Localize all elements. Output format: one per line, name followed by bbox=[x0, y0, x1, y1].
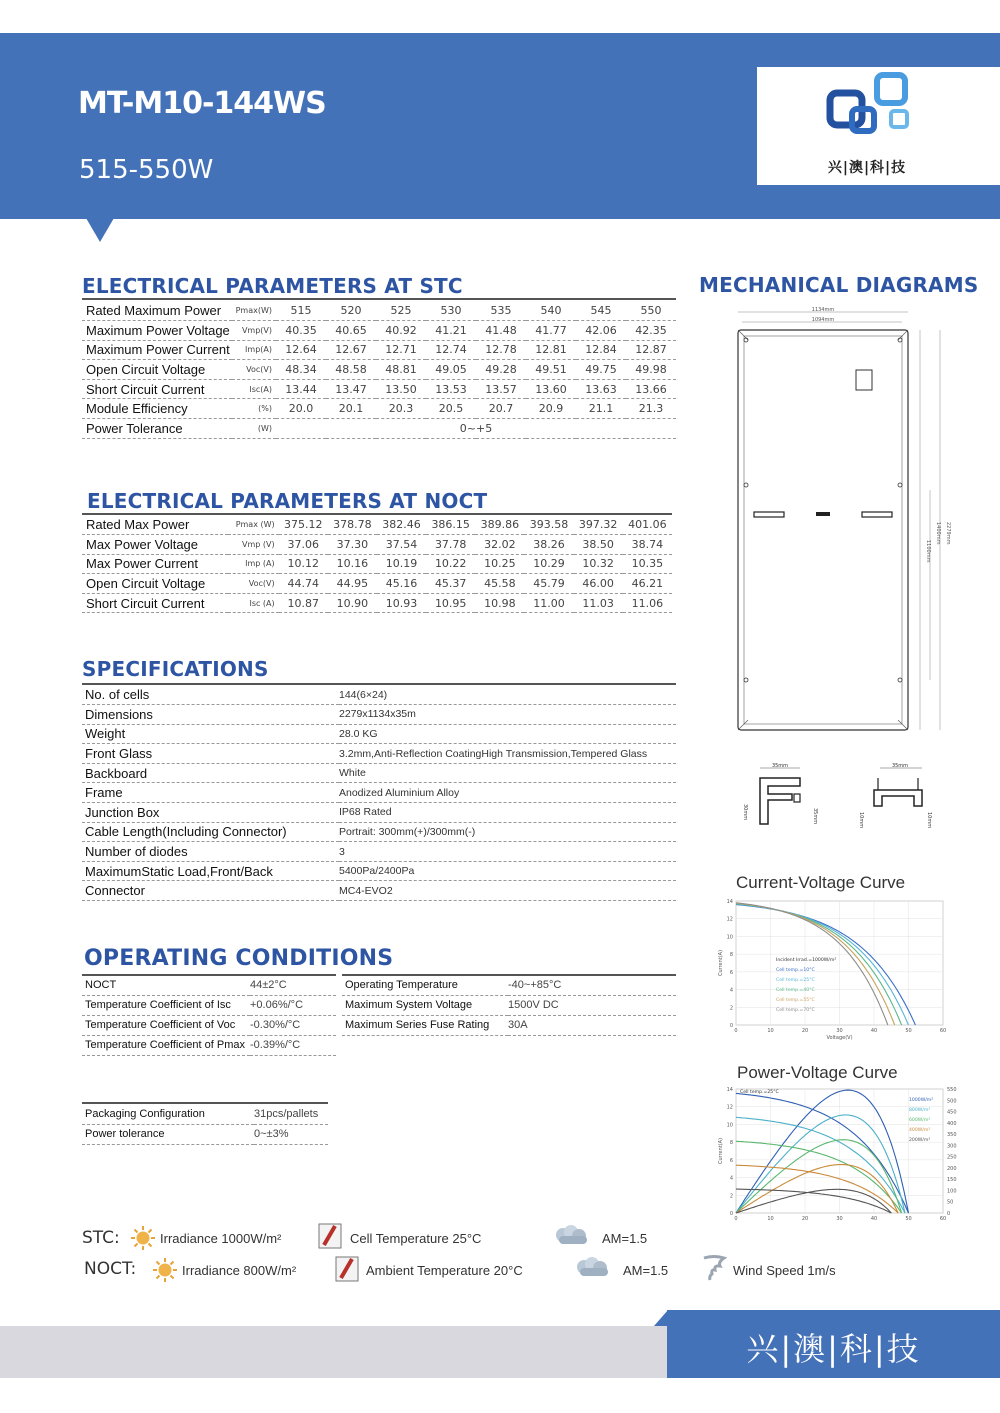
stc-tolerance-row bbox=[82, 419, 676, 439]
spec-value: 3.2mm,Anti-Reflection CoatingHigh Transmission,Tempered Glass bbox=[339, 744, 676, 764]
spec-row bbox=[82, 744, 676, 764]
stc-cell: 13.44 bbox=[276, 379, 326, 399]
y-tick-label: 12 bbox=[726, 1104, 733, 1111]
stc-row bbox=[82, 379, 676, 399]
spec-row bbox=[82, 685, 676, 705]
stc-irradiance: Irradiance 1000W/m² bbox=[160, 1231, 282, 1246]
stc-cell: 40.35 bbox=[276, 321, 326, 341]
stc-cell: 48.81 bbox=[376, 360, 426, 380]
y2-tick-label: 100 bbox=[947, 1188, 957, 1195]
y-tick-label: 12 bbox=[726, 916, 733, 923]
noct-cell: 375.12 bbox=[279, 515, 328, 535]
spec-row bbox=[82, 763, 676, 783]
stc-row-unit: Pmax(W) bbox=[232, 301, 276, 321]
stc-cell: 41.21 bbox=[426, 321, 476, 341]
x-tick-label: 60 bbox=[939, 1216, 947, 1222]
y2-tick-label: 500 bbox=[947, 1098, 957, 1105]
noct-row bbox=[82, 515, 672, 535]
noct-cell: 10.90 bbox=[328, 593, 377, 613]
legend-title: Cell temp.=25°C bbox=[740, 1090, 779, 1095]
noct-cell: 10.29 bbox=[524, 554, 573, 574]
operating-row bbox=[82, 1035, 336, 1055]
spec-key: Cable Length(Including Connector) bbox=[82, 822, 339, 842]
stc-cell: 41.77 bbox=[526, 321, 576, 341]
noct-cell: 45.58 bbox=[475, 574, 524, 594]
y-tick-label: 4 bbox=[729, 1175, 733, 1182]
spec-key: Connector bbox=[82, 881, 339, 901]
legend-item: 200W/m² bbox=[909, 1138, 931, 1143]
stc-cell: 515 bbox=[276, 301, 326, 321]
footer-accent bbox=[654, 1310, 668, 1326]
x-axis-label: Voltage(V) bbox=[826, 1035, 853, 1041]
stc-cell: 21.1 bbox=[576, 399, 626, 419]
specs-title: SPECIFICATIONS bbox=[82, 657, 269, 681]
stc-cell: 41.48 bbox=[476, 321, 526, 341]
operating-key: Maximum System Voltage bbox=[342, 995, 508, 1015]
noct-cell: 393.58 bbox=[524, 515, 573, 535]
y2-tick-label: 300 bbox=[947, 1143, 957, 1150]
noct-am: AM=1.5 bbox=[623, 1263, 669, 1278]
frame-b-width: 35mm bbox=[891, 763, 909, 769]
spec-row bbox=[82, 803, 676, 823]
thermometer-icon bbox=[318, 1223, 342, 1249]
noct-row-unit: Vmp (V) bbox=[228, 535, 278, 555]
stc-cell: 20.3 bbox=[376, 399, 426, 419]
stc-cell: 48.34 bbox=[276, 360, 326, 380]
stc-row-unit: (%) bbox=[232, 399, 276, 419]
operating-key: NOCT bbox=[82, 975, 250, 995]
operating-value: +0.06%/°C bbox=[250, 995, 336, 1015]
x-tick-label: 50 bbox=[905, 1028, 912, 1034]
noct-cell: 46.00 bbox=[574, 574, 623, 594]
spec-value: MC4-EVO2 bbox=[339, 881, 676, 901]
width-inner-label: 1094mm bbox=[811, 317, 835, 323]
stc-title: ELECTRICAL PARAMETERS AT STC bbox=[82, 274, 463, 298]
stc-cell: 21.3 bbox=[626, 399, 676, 419]
noct-row-unit: Isc (A) bbox=[228, 593, 278, 613]
stc-cell: 525 bbox=[376, 301, 426, 321]
operating-key: Maximum Series Fuse Rating bbox=[342, 1015, 508, 1035]
stc-row bbox=[82, 340, 676, 360]
legend-item: Cell temp.=55°C bbox=[776, 998, 815, 1003]
x-tick-label: 0 bbox=[734, 1028, 738, 1034]
frame-a-h1: 30mm bbox=[742, 804, 748, 821]
noct-cell: 37.54 bbox=[377, 535, 426, 555]
noct-cell: 45.37 bbox=[426, 574, 475, 594]
stc-cell: 12.78 bbox=[476, 340, 526, 360]
operating-value: 31pcs/pallets bbox=[254, 1104, 328, 1124]
noct-row-label: Rated Max Power bbox=[82, 515, 228, 535]
logo-icon bbox=[825, 71, 925, 151]
noct-cell: 10.87 bbox=[279, 593, 328, 613]
operating-value: -40~+85°C bbox=[508, 975, 676, 995]
frame-a-h2: 35mm bbox=[812, 808, 818, 825]
specs-table bbox=[82, 685, 676, 901]
frame-a-width: 35mm bbox=[771, 763, 789, 769]
noct-ambient-temperature: Ambient Temperature 20°C bbox=[366, 1263, 523, 1278]
operating-key: Temperature Coefficient of Voc bbox=[82, 1015, 250, 1035]
noct-cell: 38.50 bbox=[574, 535, 623, 555]
y-tick-label: 2 bbox=[729, 1193, 733, 1200]
operating-value: -0.30%/°C bbox=[250, 1015, 336, 1035]
noct-cell: 10.25 bbox=[475, 554, 524, 574]
stc-cell: 49.28 bbox=[476, 360, 526, 380]
stc-cell: 12.64 bbox=[276, 340, 326, 360]
spec-key: MaximumStatic Load,Front/Back bbox=[82, 861, 339, 881]
x-tick-label: 30 bbox=[836, 1216, 843, 1222]
noct-irradiance: Irradiance 800W/m² bbox=[182, 1263, 297, 1278]
y-tick-label: 4 bbox=[729, 987, 733, 994]
packaging-table bbox=[82, 1104, 328, 1145]
noct-cell: 10.32 bbox=[574, 554, 623, 574]
y-axis-label: Current(A) bbox=[718, 949, 724, 977]
noct-row-label: Max Power Current bbox=[82, 554, 228, 574]
stc-row-label: Maximum Power Voltage bbox=[82, 321, 232, 341]
noct-row bbox=[82, 574, 672, 594]
stc-cell: 12.67 bbox=[326, 340, 376, 360]
logo-text: 兴|澳|科|技 bbox=[827, 160, 907, 176]
stc-rule bbox=[82, 298, 676, 300]
operating-title: OPERATING CONDITIONS bbox=[84, 946, 394, 971]
y2-tick-label: 0 bbox=[947, 1211, 951, 1217]
y-tick-label: 6 bbox=[729, 969, 733, 976]
noct-cell: 10.12 bbox=[279, 554, 328, 574]
stc-cell: 13.50 bbox=[376, 379, 426, 399]
y-tick-label: 10 bbox=[726, 934, 733, 941]
height-mid-label: 1400mm bbox=[935, 522, 941, 545]
height-outer-label: 2279mm bbox=[945, 522, 951, 545]
frame-b-h2: 10mm bbox=[926, 812, 932, 829]
legend-item: Cell temp.=10°C bbox=[776, 968, 815, 973]
spec-row bbox=[82, 881, 676, 901]
operating-key: Power tolerance bbox=[82, 1124, 254, 1144]
frame-b-h1: 10mm bbox=[858, 812, 864, 829]
y-axis-label: Current(A) bbox=[718, 1137, 724, 1165]
stc-cell: 530 bbox=[426, 301, 476, 321]
stc-cell: 48.58 bbox=[326, 360, 376, 380]
stc-row-label: Module Efficiency bbox=[82, 399, 232, 419]
noct-cell: 10.35 bbox=[623, 554, 672, 574]
stc-cell: 49.05 bbox=[426, 360, 476, 380]
stc-row-unit: Voc(V) bbox=[232, 360, 276, 380]
stc-cell: 12.74 bbox=[426, 340, 476, 360]
cloud-icon bbox=[553, 1224, 593, 1250]
y-tick-label: 14 bbox=[726, 899, 733, 905]
noct-cell: 11.00 bbox=[524, 593, 573, 613]
operating-row bbox=[82, 975, 336, 995]
noct-cell: 382.46 bbox=[377, 515, 426, 535]
stc-cell: 20.9 bbox=[526, 399, 576, 419]
stc-cell: 13.66 bbox=[626, 379, 676, 399]
model-title: MT-M10-144WS bbox=[78, 86, 326, 121]
noct-wind-speed: Wind Speed 1m/s bbox=[733, 1263, 836, 1278]
stc-cell: 535 bbox=[476, 301, 526, 321]
spec-key: Junction Box bbox=[82, 803, 339, 823]
operating-value: -0.39%/°C bbox=[250, 1035, 336, 1055]
noct-cell: 44.74 bbox=[279, 574, 328, 594]
stc-cell: 550 bbox=[626, 301, 676, 321]
operating-value: 1500V DC bbox=[508, 995, 676, 1015]
operating-key: Packaging Configuration bbox=[82, 1104, 254, 1124]
spec-key: Dimensions bbox=[82, 705, 339, 725]
x-tick-label: 20 bbox=[801, 1216, 809, 1222]
noct-row bbox=[82, 593, 672, 613]
stc-row bbox=[82, 360, 676, 380]
sun-icon bbox=[152, 1257, 178, 1283]
noct-cell: 46.21 bbox=[623, 574, 672, 594]
stc-cell: 13.57 bbox=[476, 379, 526, 399]
operating-table-right bbox=[342, 975, 676, 1036]
stc-row-unit: Vmp(V) bbox=[232, 321, 276, 341]
y2-tick-label: 450 bbox=[947, 1109, 957, 1116]
noct-cell: 38.26 bbox=[524, 535, 573, 555]
spec-row bbox=[82, 822, 676, 842]
stc-cell: 20.0 bbox=[276, 399, 326, 419]
y-tick-label: 0 bbox=[729, 1023, 733, 1029]
stc-cell: 520 bbox=[326, 301, 376, 321]
stc-tolerance-unit: (W) bbox=[232, 419, 276, 439]
operating-key: Temperature Coefficient of Isc bbox=[82, 995, 250, 1015]
noct-cell: 37.06 bbox=[279, 535, 328, 555]
noct-cell: 11.06 bbox=[623, 593, 672, 613]
stc-cell: 540 bbox=[526, 301, 576, 321]
spec-value: IP68 Rated bbox=[339, 803, 676, 823]
sun-icon bbox=[130, 1225, 156, 1251]
y2-tick-label: 250 bbox=[947, 1154, 957, 1161]
stc-cell: 12.81 bbox=[526, 340, 576, 360]
spec-value: 3 bbox=[339, 842, 676, 862]
x-tick-label: 20 bbox=[801, 1028, 809, 1034]
spec-value: 144(6×24) bbox=[339, 685, 676, 705]
legend-title: Incident Irrad.=1000W/m² bbox=[776, 958, 837, 963]
x-tick-label: 30 bbox=[836, 1028, 843, 1034]
stc-tolerance-label: Power Tolerance bbox=[82, 419, 232, 439]
legend-item: 600W/m² bbox=[909, 1118, 931, 1123]
y-tick-label: 2 bbox=[729, 1005, 733, 1012]
noct-cell: 10.16 bbox=[328, 554, 377, 574]
stc-row bbox=[82, 321, 676, 341]
operating-key: Operating Temperature bbox=[342, 975, 508, 995]
stc-cell: 42.35 bbox=[626, 321, 676, 341]
noct-row-unit: Imp (A) bbox=[228, 554, 278, 574]
stc-cell: 12.71 bbox=[376, 340, 426, 360]
noct-cell: 10.19 bbox=[377, 554, 426, 574]
noct-cell: 11.03 bbox=[574, 593, 623, 613]
spec-key: Frame bbox=[82, 783, 339, 803]
y2-tick-label: 150 bbox=[947, 1177, 957, 1184]
noct-row bbox=[82, 535, 672, 555]
y-tick-label: 0 bbox=[729, 1211, 733, 1217]
stc-cell: 20.5 bbox=[426, 399, 476, 419]
stc-cell: 13.47 bbox=[326, 379, 376, 399]
x-tick-label: 60 bbox=[939, 1028, 947, 1034]
logo-box bbox=[757, 67, 1000, 185]
legend-item: Cell temp.=25°C bbox=[776, 978, 815, 983]
legend-item: 400W/m² bbox=[909, 1128, 931, 1133]
operating-value: 44±2°C bbox=[250, 975, 336, 995]
operating-key: Temperature Coefficient of Pmax bbox=[82, 1035, 250, 1055]
stc-cell: 20.1 bbox=[326, 399, 376, 419]
x-tick-label: 10 bbox=[767, 1216, 774, 1222]
stc-label: STC: bbox=[82, 1228, 120, 1248]
stc-row-unit: Imp(A) bbox=[232, 340, 276, 360]
legend-item: Cell temp.=70°C bbox=[776, 1008, 815, 1013]
footer-brand-block bbox=[667, 1310, 1000, 1378]
noct-cell: 378.78 bbox=[328, 515, 377, 535]
spec-key: Number of diodes bbox=[82, 842, 339, 862]
noct-label: NOCT: bbox=[84, 1259, 137, 1279]
footer-brand-text: 兴|澳|科|技 bbox=[746, 1330, 921, 1368]
noct-cell: 44.95 bbox=[328, 574, 377, 594]
spec-value: White bbox=[339, 763, 676, 783]
spec-row bbox=[82, 705, 676, 725]
header-notch bbox=[86, 218, 114, 242]
legend-item: 800W/m² bbox=[909, 1108, 931, 1113]
operating-row bbox=[82, 1124, 328, 1144]
stc-cell: 20.7 bbox=[476, 399, 526, 419]
x-tick-label: 0 bbox=[734, 1216, 738, 1222]
y-tick-label: 8 bbox=[729, 952, 733, 959]
operating-row bbox=[342, 975, 676, 995]
spec-row bbox=[82, 724, 676, 744]
noct-row-label: Short Circuit Current bbox=[82, 593, 228, 613]
spec-key: No. of cells bbox=[82, 685, 339, 705]
spec-value: 5400Pa/2400Pa bbox=[339, 861, 676, 881]
spec-row bbox=[82, 783, 676, 803]
stc-cell: 49.51 bbox=[526, 360, 576, 380]
stc-tolerance-value: 0~+5 bbox=[276, 419, 676, 439]
height-inner-label: 1100mm bbox=[925, 540, 931, 563]
stc-cell: 13.53 bbox=[426, 379, 476, 399]
stc-table bbox=[82, 301, 676, 439]
operating-row bbox=[82, 1015, 336, 1035]
power-range: 515-550W bbox=[79, 155, 214, 185]
frame-profile-a bbox=[730, 760, 830, 830]
x-tick-label: 40 bbox=[870, 1028, 878, 1034]
y2-tick-label: 200 bbox=[947, 1165, 957, 1172]
mechanical-title: MECHANICAL DIAGRAMS bbox=[699, 273, 979, 297]
x-tick-label: 10 bbox=[767, 1028, 774, 1034]
noct-cell: 45.79 bbox=[524, 574, 573, 594]
operating-row bbox=[342, 1015, 676, 1035]
operating-value: 30A bbox=[508, 1015, 676, 1035]
legend-item: 1000W/m² bbox=[909, 1098, 934, 1103]
noct-cell: 10.95 bbox=[426, 593, 475, 613]
stc-row bbox=[82, 301, 676, 321]
noct-cell: 10.98 bbox=[475, 593, 524, 613]
y2-tick-label: 50 bbox=[947, 1199, 954, 1206]
noct-cell: 386.15 bbox=[426, 515, 475, 535]
spec-key: Backboard bbox=[82, 763, 339, 783]
spec-value: 28.0 KG bbox=[339, 724, 676, 744]
stc-am: AM=1.5 bbox=[602, 1231, 648, 1246]
noct-cell: 397.32 bbox=[574, 515, 623, 535]
stc-cell-temperature: Cell Temperature 25°C bbox=[350, 1231, 482, 1246]
operating-row bbox=[82, 995, 336, 1015]
stc-cell: 13.60 bbox=[526, 379, 576, 399]
noct-cell: 38.74 bbox=[623, 535, 672, 555]
operating-row bbox=[342, 995, 676, 1015]
stc-cell: 49.75 bbox=[576, 360, 626, 380]
spec-row bbox=[82, 842, 676, 862]
stc-cell: 49.98 bbox=[626, 360, 676, 380]
y2-tick-label: 350 bbox=[947, 1132, 957, 1139]
spec-key: Weight bbox=[82, 724, 339, 744]
noct-row-unit: Voc(V) bbox=[228, 574, 278, 594]
spec-value: Portrait: 300mm(+)/300mm(-) bbox=[339, 822, 676, 842]
cloud-icon bbox=[574, 1256, 614, 1282]
noct-title: ELECTRICAL PARAMETERS AT NOCT bbox=[87, 489, 488, 513]
operating-row bbox=[82, 1104, 328, 1124]
iv-chart bbox=[710, 893, 960, 1045]
legend-item: Cell temp.=40°C bbox=[776, 988, 815, 993]
y2-tick-label: 400 bbox=[947, 1120, 957, 1127]
stc-cell: 545 bbox=[576, 301, 626, 321]
noct-cell: 45.16 bbox=[377, 574, 426, 594]
stc-cell: 12.84 bbox=[576, 340, 626, 360]
stc-cell: 40.65 bbox=[326, 321, 376, 341]
y-tick-label: 14 bbox=[726, 1087, 733, 1093]
noct-cell: 401.06 bbox=[623, 515, 672, 535]
stc-cell: 40.92 bbox=[376, 321, 426, 341]
wind-icon bbox=[701, 1254, 727, 1282]
noct-cell: 10.93 bbox=[377, 593, 426, 613]
stc-cell: 42.06 bbox=[576, 321, 626, 341]
iv-chart-title: Current-Voltage Curve bbox=[736, 873, 906, 892]
spec-key: Front Glass bbox=[82, 744, 339, 764]
noct-table bbox=[82, 515, 672, 613]
operating-table-left bbox=[82, 975, 336, 1056]
noct-cell: 32.02 bbox=[475, 535, 524, 555]
stc-row bbox=[82, 399, 676, 419]
frame-profile-b bbox=[850, 760, 950, 830]
noct-row bbox=[82, 554, 672, 574]
y2-tick-label: 550 bbox=[947, 1087, 957, 1093]
noct-row-label: Open Circuit Voltage bbox=[82, 574, 228, 594]
x-tick-label: 40 bbox=[870, 1216, 878, 1222]
noct-cell: 389.86 bbox=[475, 515, 524, 535]
y-tick-label: 8 bbox=[729, 1140, 733, 1147]
operating-value: 0~±3% bbox=[254, 1124, 328, 1144]
stc-row-label: Open Circuit Voltage bbox=[82, 360, 232, 380]
stc-row-label: Maximum Power Current bbox=[82, 340, 232, 360]
spec-value: Anodized Aluminium Alloy bbox=[339, 783, 676, 803]
pv-chart bbox=[710, 1083, 975, 1225]
width-outer-label: 1134mm bbox=[811, 307, 835, 313]
noct-cell: 37.78 bbox=[426, 535, 475, 555]
noct-cell: 10.22 bbox=[426, 554, 475, 574]
stc-row-unit: Isc(A) bbox=[232, 379, 276, 399]
noct-row-unit: Pmax (W) bbox=[228, 515, 278, 535]
pv-chart-title: Power-Voltage Curve bbox=[737, 1063, 898, 1082]
thermometer-icon bbox=[335, 1256, 359, 1282]
stc-row-label: Short Circuit Current bbox=[82, 379, 232, 399]
stc-cell: 12.87 bbox=[626, 340, 676, 360]
noct-row-label: Max Power Voltage bbox=[82, 535, 228, 555]
y-tick-label: 10 bbox=[726, 1122, 733, 1129]
noct-cell: 37.30 bbox=[328, 535, 377, 555]
y-tick-label: 6 bbox=[729, 1157, 733, 1164]
spec-value: 2279x1134x35m bbox=[339, 705, 676, 725]
mechanical-diagram bbox=[720, 300, 960, 740]
stc-row-label: Rated Maximum Power bbox=[82, 301, 232, 321]
x-tick-label: 50 bbox=[905, 1216, 912, 1222]
stc-cell: 13.63 bbox=[576, 379, 626, 399]
spec-row bbox=[82, 861, 676, 881]
